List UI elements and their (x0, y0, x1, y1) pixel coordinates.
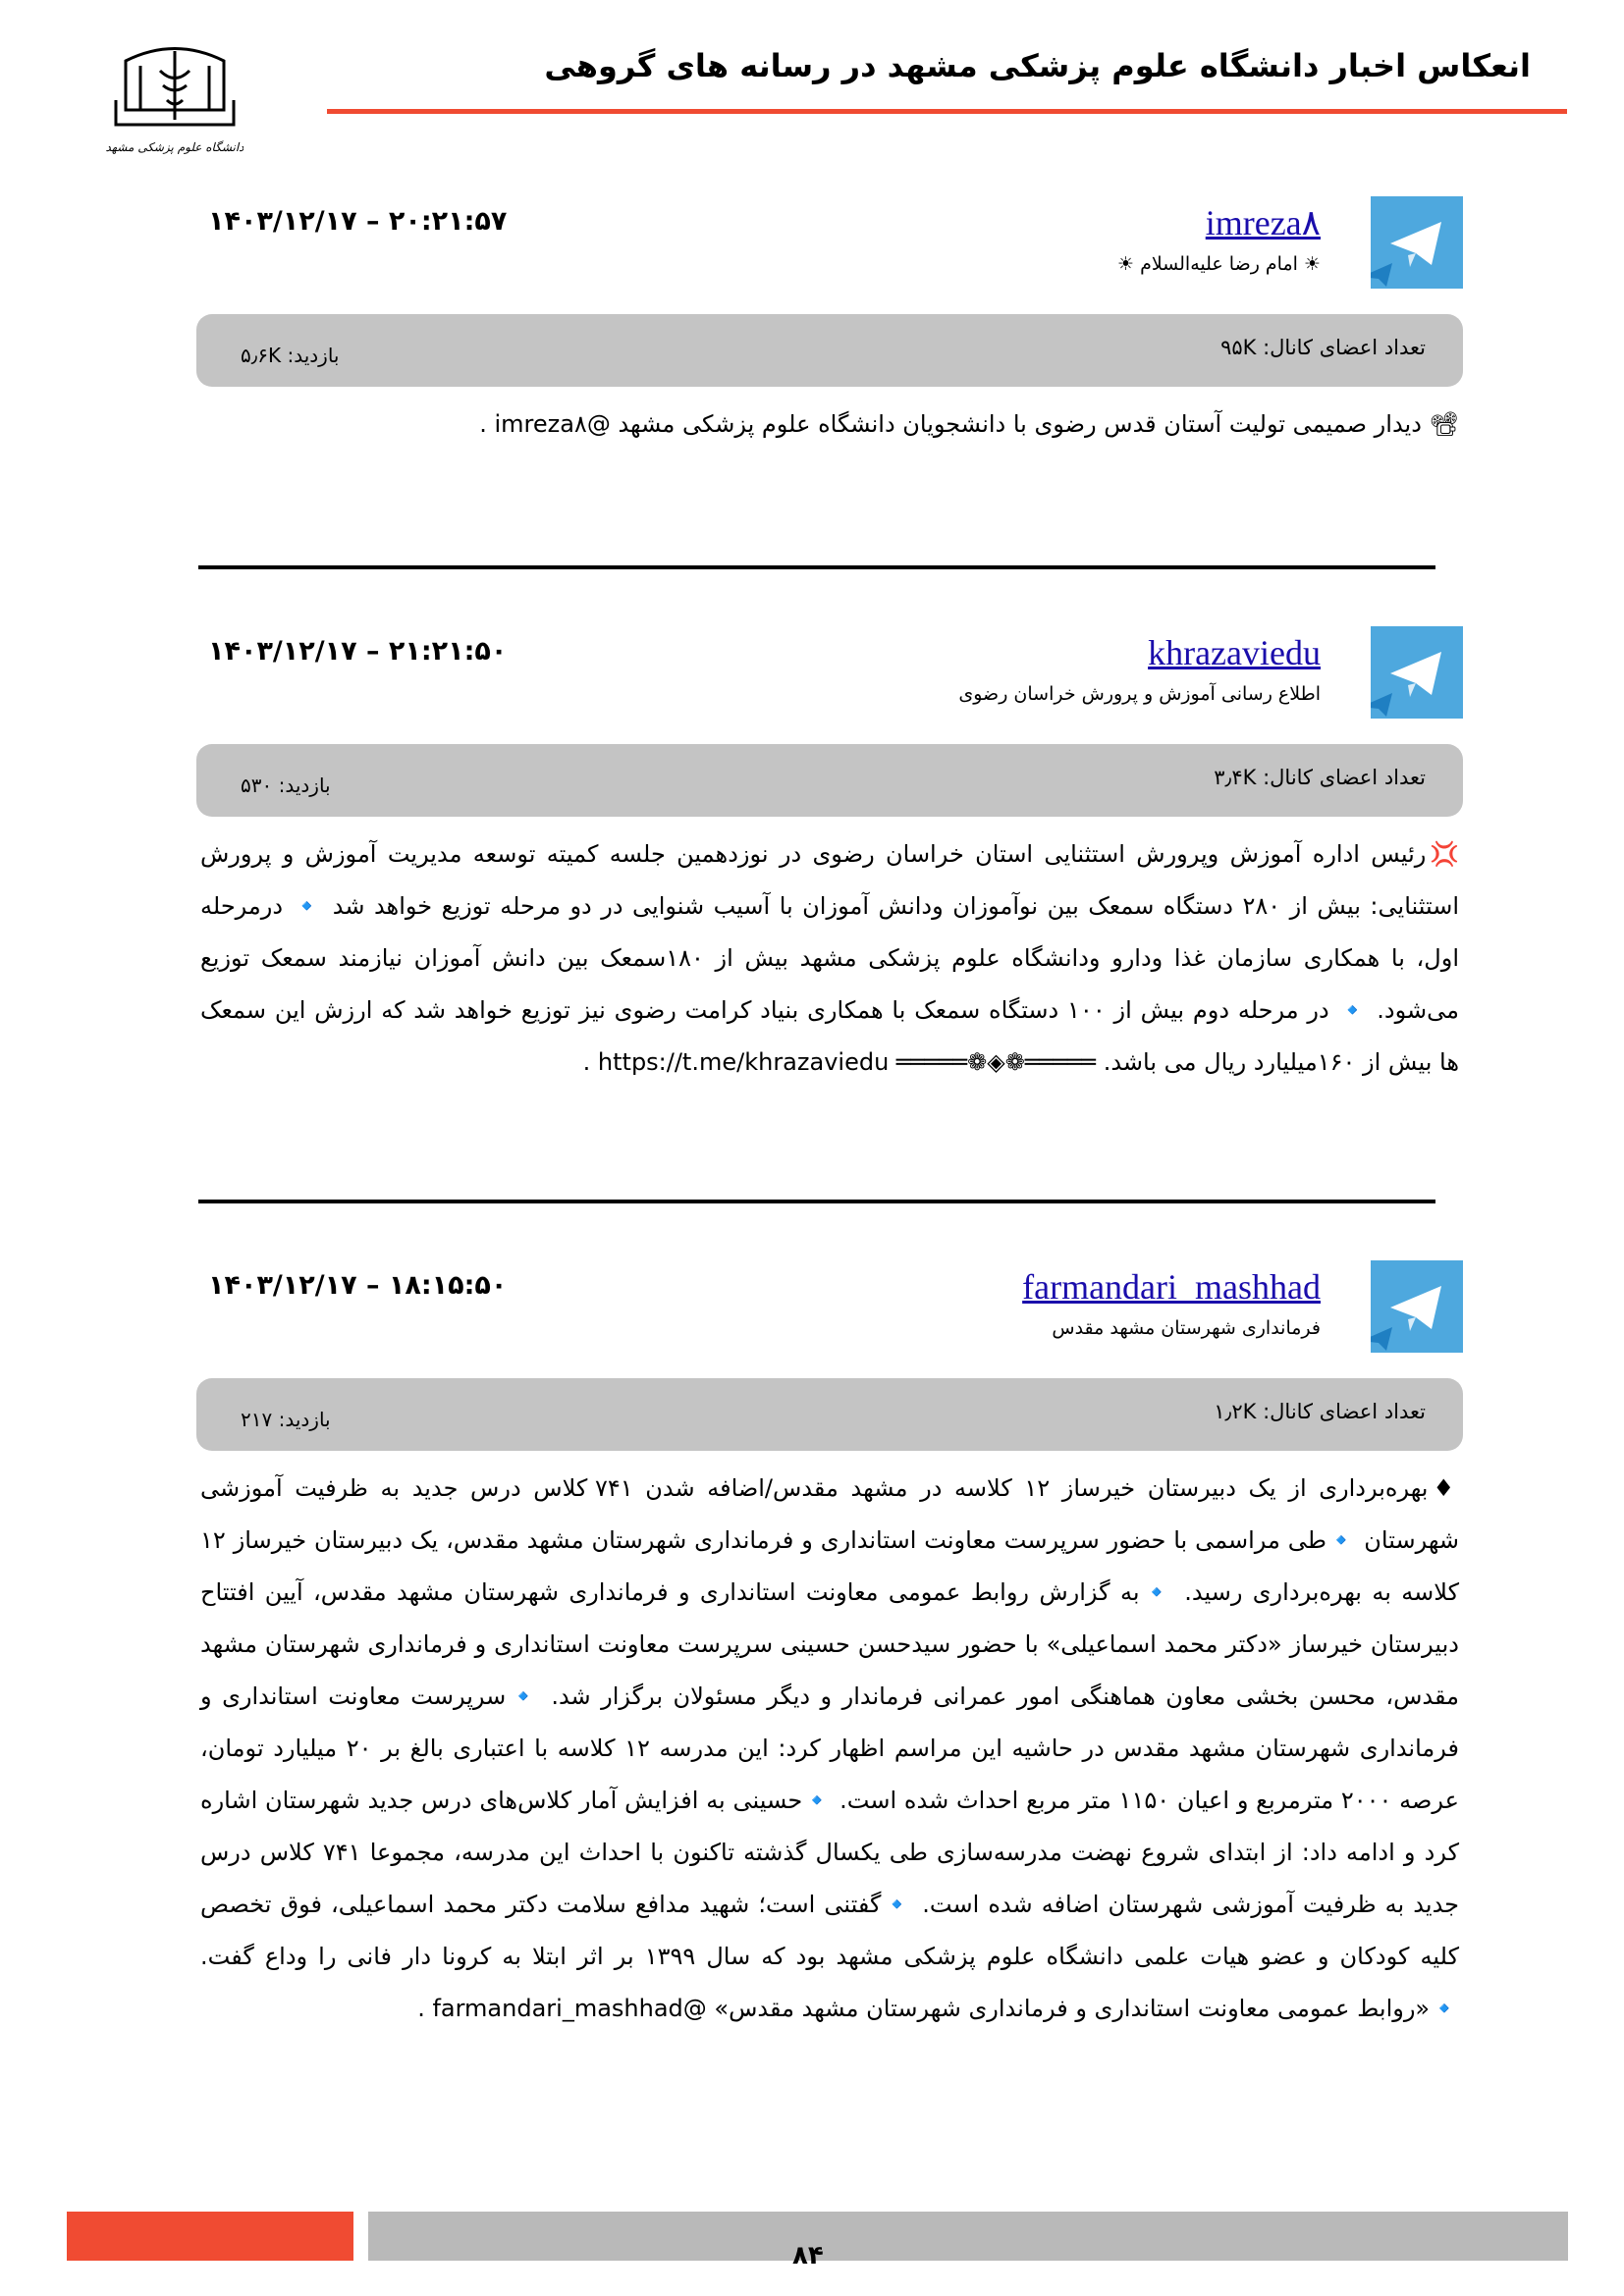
footer-accent-bar (67, 2212, 353, 2261)
post-body: 📽 دیدار صمیمی تولیت آستان قدس رضوی با دانشجویان دانشگاه علوم پزشکی مشهد @imreza۸ . (479, 410, 1459, 438)
post-datetime: ۱۴۰۳/۱۲/۱۷ – ۱۸:۱۵:۵۰ (208, 1270, 508, 1301)
stats-bar (196, 744, 1463, 817)
post-card (196, 1260, 1463, 2035)
post-body: 💢رئیس اداره آموزش وپرورش استثنایی استان خراسان رضوی در نوزدهمین جلسه کمیته توسعه مدیریت آموزش و پرورش استثنایی: بیش از ۲۸۰ دستگاه سمعک بین نوآموزان ودانش آموزان با آسیب شنوایی در دو مرحله توزیع خواهد شد 🔹 درمرحله اول، با همکاری سازمان غذا ودارو ودانشگاه علوم پزشکی مشهد بیش از ۱۸۰سمعک بین دانش آموزان نیازمند سمعک توزیع می‌شود. 🔹 در مرحله دوم بیش از ۱۰۰ دستگاه سمعک با همکاری بنیاد کرامت رضوی نیز توزیع خواهد شد که ارزش این سمعک ها بیش از ۱۶۰میلیارد ریال می باشد. ═════❁◈❁═════ https://t.me/khrazaviedu . (200, 840, 1460, 1076)
footer-gray-bar (368, 2212, 1568, 2261)
post-body: ♦بهره‌برداری از یک دبیرستان خیرساز ۱۲ کلاسه در مشهد مقدس/اضافه شدن ۷۴۱ کلاس درس جدید به ظرفیت آموزشی شهرستان 🔹طی مراسمی با حضور سرپرست معاونت استانداری و فرمانداری شهرستان مشهد مقدس، یک دبیرستان خیرساز ۱۲ کلاسه به بهره‌برداری رسید. 🔹به گزارش روابط عمومی معاونت استانداری و فرمانداری شهرستان مشهد مقدس، آیین افتتاح دبیرستان خیرساز «دکتر محمد اسماعیلی» با حضور سیدحسن حسینی سرپرست معاونت استانداری و فرمانداری شهرستان مشهد مقدس، محسن بخشی معاون هماهنگی امور عمرانی فرماندار و دیگر مسئولان برگزار شد. 🔹سرپرست معاونت استانداری و فرمانداری شهرستان مشهد مقدس در حاشیه این مراسم اظهار کرد: این مدرسه ۱۲ کلاسه با اعتباری بالغ بر ۲۰ میلیارد تومان، عرصه ۲۰۰۰ مترمربع و اعیان ۱۱۵۰ متر مربع احداث شده است. 🔹حسینی به افزایش آمار کلاس‌های درس جدید شهرستان اشاره کرد و ادامه داد: از ابتدای شروع نهضت مدرسه‌سازی طی یکسال گذشته تاکنون با احداث این مدرسه، مجموعا ۷۴۱ کلاس درس جدید به ظرفیت آموزشی شهرستان اضافه شده است. 🔹گفتنی است؛ شهید مدافع سلامت دکتر محمد اسماعیلی، فوق تخصص کلیه کودکان و عضو هیات علمی دانشگاه علوم پزشکی مشهد بود که سال ۱۳۹۹ بر اثر ابتلا به کرونا دار فانی را وداع گفت. 🔹«روابط عمومی معاونت استانداری و فرمانداری شهرستان مشهد مقدس» @farmandari_mashhad . (200, 1474, 1460, 2022)
logo-caption: دانشگاه علوم پزشکی مشهد (106, 140, 244, 154)
member-count: تعداد اعضای کانال: ۳٫۴K (1214, 766, 1426, 789)
channel-description: فرمانداری شهرستان مشهد مقدس (1052, 1317, 1321, 1339)
post-card (196, 196, 1463, 451)
page-title: انعکاس اخبار دانشگاه علوم پزشکی مشهد در رسانه های گروهی (544, 47, 1531, 84)
view-count: بازدید: ۲۱۷ (241, 1408, 331, 1431)
channel-description: ☀ امام رضا علیه‌السلام ☀ (1117, 253, 1321, 275)
channel-link[interactable]: imreza۸ (1205, 203, 1321, 242)
header-rule (327, 109, 1567, 114)
page-number: ۸۴ (792, 2241, 824, 2270)
post-card (196, 626, 1463, 1089)
university-logo (106, 41, 244, 163)
member-count: تعداد اعضای کانال: ۱٫۲K (1214, 1400, 1426, 1423)
post-divider (198, 1200, 1435, 1203)
telegram-icon (1371, 196, 1463, 289)
channel-link[interactable]: farmandari_mashhad (1022, 1267, 1321, 1307)
post-datetime: ۱۴۰۳/۱۲/۱۷ – ۲۱:۲۱:۵۰ (208, 636, 508, 667)
telegram-icon (1371, 1260, 1463, 1353)
channel-link[interactable]: khrazaviedu (1148, 633, 1321, 672)
stats-bar (196, 1378, 1463, 1451)
post-divider (198, 565, 1435, 569)
post-datetime: ۱۴۰۳/۱۲/۱۷ – ۲۰:۲۱:۵۷ (208, 206, 508, 237)
view-count: بازدید: ۵۳۰ (241, 774, 331, 797)
channel-description: اطلاع رسانی آموزش و پرورش خراسان رضوی (958, 683, 1321, 705)
member-count: تعداد اعضای کانال: ۹۵K (1220, 336, 1426, 359)
telegram-icon (1371, 626, 1463, 719)
view-count: بازدید: ۵٫۶K (241, 344, 340, 367)
stats-bar (196, 314, 1463, 387)
